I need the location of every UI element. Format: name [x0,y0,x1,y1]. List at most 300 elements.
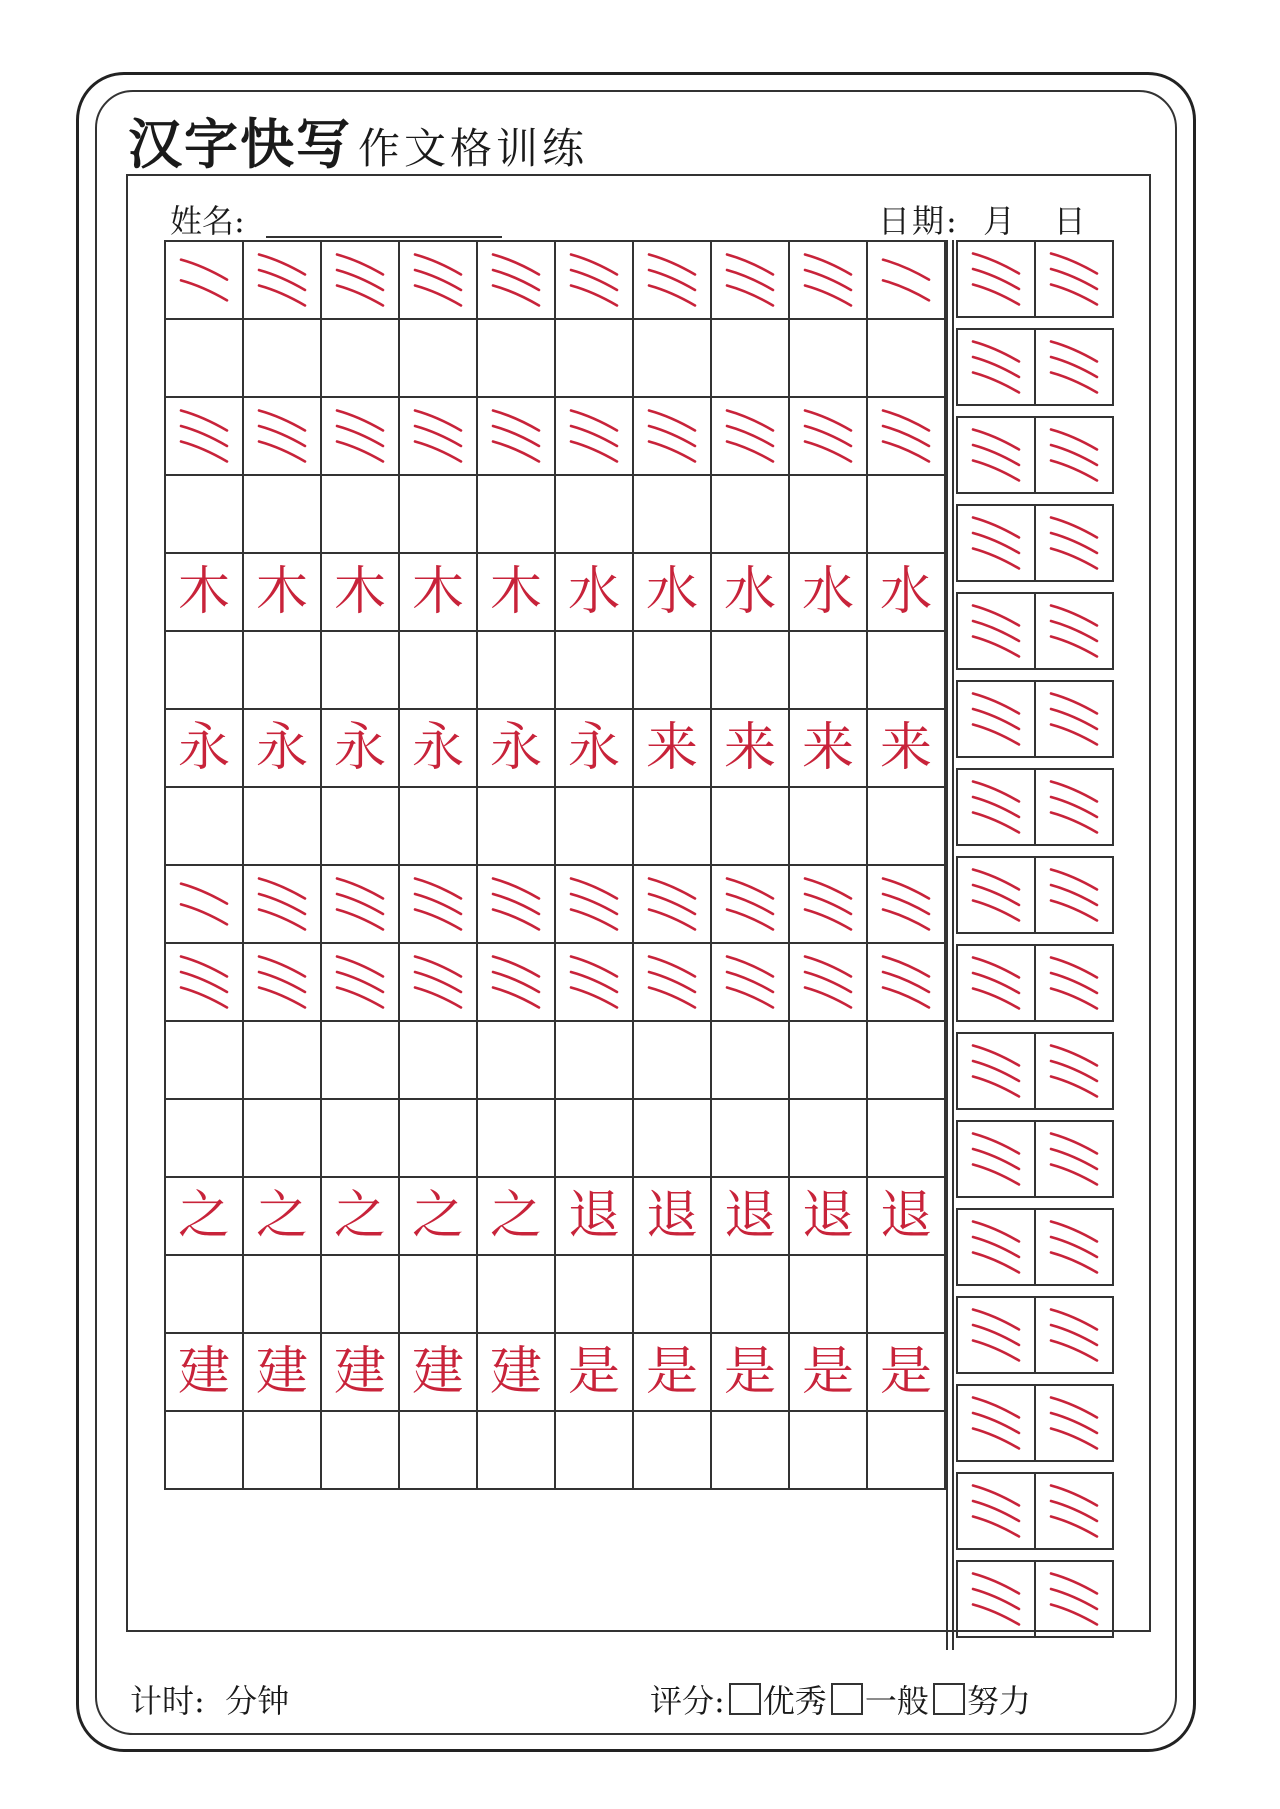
grid-cell[interactable] [634,1178,712,1254]
grid-cell[interactable] [166,1412,244,1488]
side-cell[interactable] [1036,1122,1112,1196]
grid-cell[interactable] [478,944,556,1020]
grid-cell[interactable] [322,1334,400,1410]
grid-cell[interactable] [166,1100,244,1176]
grid-cell[interactable] [712,788,790,864]
stroke-mark [563,249,625,311]
stroke-line [973,813,1019,833]
grid-cell[interactable] [634,944,712,1020]
stroke-line [727,442,773,462]
side-cell[interactable] [1036,418,1112,492]
stroke-line [259,988,305,1008]
grid-cell[interactable] [868,632,944,708]
stroke-line [1051,549,1097,569]
grid-cell[interactable] [166,1334,244,1410]
grid-cell[interactable] [166,788,244,864]
grid-cell[interactable] [166,476,244,552]
side-row [956,1120,1114,1198]
grid-cell[interactable] [712,632,790,708]
stroke-mark [719,951,781,1013]
stroke-line [1051,1077,1097,1097]
stroke-line [1051,637,1097,657]
grid-cell[interactable] [790,1100,868,1176]
grid-cell[interactable] [556,1412,634,1488]
grid-cell[interactable] [790,710,868,786]
side-cell[interactable] [1036,506,1112,580]
grid-cell[interactable] [244,398,322,474]
grid-row [164,552,946,632]
stroke-line [973,1429,1019,1449]
score-section [650,1676,1031,1722]
practice-character: 之 [333,1186,386,1246]
grid-cell[interactable] [556,1334,634,1410]
grid-cell[interactable] [712,320,790,396]
grid-cell[interactable] [790,320,868,396]
stroke-mark [407,951,469,1013]
side-cell[interactable] [958,1474,1036,1548]
stroke-line [883,988,929,1008]
grid-cell[interactable] [244,242,322,318]
stroke-line [493,988,539,1008]
grid-cell[interactable] [244,1256,322,1332]
practice-character: 退 [801,1186,854,1246]
stroke-mark [485,249,547,311]
grid-cell[interactable] [556,710,634,786]
grid-cell[interactable] [244,1022,322,1098]
grid-cell[interactable] [868,944,944,1020]
grid-cell[interactable] [400,554,478,630]
stroke-line [571,442,617,462]
score-checkbox-effort[interactable] [933,1683,965,1715]
grid-cell[interactable] [478,1256,556,1332]
grid-cell[interactable] [556,242,634,318]
side-cell[interactable] [958,1562,1036,1636]
grid-cell[interactable] [712,1256,790,1332]
grid-cell[interactable] [556,866,634,942]
grid-cell[interactable] [400,788,478,864]
stroke-line [337,910,383,930]
side-cell[interactable] [1036,330,1112,404]
stroke-line [1051,1341,1097,1361]
grid-cell[interactable] [400,1412,478,1488]
grid-cell[interactable] [790,242,868,318]
stroke-mark [965,424,1027,486]
practice-character: 水 [645,562,698,622]
side-cell[interactable] [1036,242,1112,316]
stroke-line [973,989,1019,1009]
grid-cell[interactable] [322,1100,400,1176]
side-cell[interactable] [958,1034,1036,1108]
practice-character: 来 [879,718,932,778]
side-row [956,1208,1114,1286]
practice-character: 建 [411,1342,464,1402]
stroke-mark [1043,512,1105,574]
grid-cell[interactable] [478,398,556,474]
side-cell[interactable] [958,418,1036,492]
grid-cell[interactable] [400,398,478,474]
grid-cell[interactable] [790,1412,868,1488]
practice-character: 木 [411,562,464,622]
grid-cell[interactable] [322,866,400,942]
grid-row [164,396,946,476]
side-cell[interactable] [958,506,1036,580]
grid-cell[interactable] [400,866,478,942]
stroke-mark [965,248,1027,310]
worksheet-title [128,102,588,179]
side-cell[interactable] [1036,1562,1112,1636]
grid-row [164,708,946,788]
grid-cell[interactable] [166,632,244,708]
grid-cell[interactable] [790,944,868,1020]
grid-cell[interactable] [478,242,556,318]
stroke-line [1051,461,1097,481]
stroke-line [1051,901,1097,921]
grid-cell[interactable] [712,1412,790,1488]
grid-cell[interactable] [478,554,556,630]
grid-cell[interactable] [244,944,322,1020]
grid-row [164,1410,946,1490]
grid-cell[interactable] [166,944,244,1020]
grid-cell[interactable] [790,1178,868,1254]
grid-cell[interactable] [244,1100,322,1176]
grid-cell[interactable] [244,710,322,786]
stroke-mark [1043,1568,1105,1630]
grid-cell[interactable] [322,788,400,864]
grid-cell[interactable] [322,242,400,318]
title-sub: 作文格训练 [358,124,589,173]
grid-cell[interactable] [634,320,712,396]
grid-cell[interactable] [790,788,868,864]
grid-cell[interactable] [634,710,712,786]
grid-row [164,1332,946,1412]
stroke-mark [719,249,781,311]
stroke-mark [965,1304,1027,1366]
grid-cell[interactable] [556,788,634,864]
grid-cell[interactable] [478,710,556,786]
grid-cell[interactable] [322,944,400,1020]
grid-cell[interactable] [712,476,790,552]
column-divider [946,240,954,1650]
grid-cell[interactable] [166,554,244,630]
grid-cell[interactable] [868,1100,944,1176]
side-cell[interactable] [1036,1386,1112,1460]
stroke-line [1051,989,1097,1009]
stroke-line [973,1605,1019,1625]
practice-character: 永 [489,718,542,778]
stroke-mark [875,873,937,935]
stroke-line [181,904,227,924]
stroke-mark [563,873,625,935]
stroke-mark [965,776,1027,838]
grid-cell[interactable] [244,554,322,630]
grid-cell[interactable] [166,242,244,318]
stroke-mark [173,873,235,935]
side-cell[interactable] [1036,1034,1112,1108]
practice-character: 建 [489,1342,542,1402]
practice-character: 来 [723,718,776,778]
grid-cell[interactable] [712,944,790,1020]
grid-cell[interactable] [868,398,944,474]
practice-character: 退 [879,1186,932,1246]
grid-cell[interactable] [790,476,868,552]
side-cell[interactable] [958,1298,1036,1372]
side-cell[interactable] [958,682,1036,756]
grid-cell[interactable] [556,554,634,630]
grid-cell[interactable] [478,788,556,864]
grid-cell[interactable] [634,554,712,630]
stroke-mark [797,873,859,935]
stroke-line [973,1165,1019,1185]
side-cell[interactable] [958,770,1036,844]
timer-section [130,1676,289,1722]
grid-cell[interactable] [556,944,634,1020]
grid-row [164,864,946,944]
grid-cell[interactable] [790,1022,868,1098]
grid-cell[interactable] [400,1022,478,1098]
side-row [956,1472,1114,1550]
grid-cell[interactable] [322,320,400,396]
grid-cell[interactable] [400,1178,478,1254]
grid-cell[interactable] [868,1412,944,1488]
grid-cell[interactable] [556,632,634,708]
side-cell[interactable] [1036,858,1112,932]
grid-cell[interactable] [868,476,944,552]
grid-cell[interactable] [322,632,400,708]
side-cell[interactable] [958,594,1036,668]
grid-cell[interactable] [400,242,478,318]
grid-cell[interactable] [868,788,944,864]
grid-cell[interactable] [322,1412,400,1488]
practice-character: 之 [255,1186,308,1246]
grid-cell[interactable] [556,1100,634,1176]
grid-cell[interactable] [166,320,244,396]
grid-cell[interactable] [166,866,244,942]
grid-cell[interactable] [244,866,322,942]
grid-cell[interactable] [244,1412,322,1488]
stroke-mark [1043,600,1105,662]
stroke-mark [719,873,781,935]
stroke-mark [965,1568,1027,1630]
grid-cell[interactable] [244,320,322,396]
side-stroke-grid [956,240,1114,1650]
grid-cell[interactable] [868,1022,944,1098]
side-cell[interactable] [958,1210,1036,1284]
grid-cell[interactable] [634,1100,712,1176]
grid-cell[interactable] [712,398,790,474]
grid-cell[interactable] [634,398,712,474]
grid-cell[interactable] [478,1178,556,1254]
grid-cell[interactable] [790,1256,868,1332]
month-label: 月 [983,202,1018,240]
side-cell[interactable] [958,242,1036,316]
side-cell[interactable] [958,1122,1036,1196]
stroke-line [1051,813,1097,833]
side-row [956,328,1114,406]
grid-cell[interactable] [478,1022,556,1098]
grid-cell[interactable] [712,1100,790,1176]
stroke-mark [965,336,1027,398]
grid-cell[interactable] [556,398,634,474]
grid-cell[interactable] [634,788,712,864]
grid-cell[interactable] [166,1022,244,1098]
grid-cell[interactable] [868,1178,944,1254]
grid-cell[interactable] [400,710,478,786]
side-cell[interactable] [958,946,1036,1020]
stroke-mark [965,1216,1027,1278]
grid-cell[interactable] [556,1256,634,1332]
grid-cell[interactable] [244,632,322,708]
stroke-line [1051,373,1097,393]
grid-cell[interactable] [790,1334,868,1410]
grid-cell[interactable] [400,1334,478,1410]
grid-cell[interactable] [400,1100,478,1176]
stroke-line [181,280,227,300]
grid-cell[interactable] [322,554,400,630]
stroke-line [259,910,305,930]
stroke-mark [965,688,1027,750]
grid-cell[interactable] [478,320,556,396]
grid-cell[interactable] [868,1334,944,1410]
practice-character: 是 [645,1342,698,1402]
grid-cell[interactable] [478,1100,556,1176]
stroke-mark [1043,1304,1105,1366]
side-cell[interactable] [1036,770,1112,844]
stroke-line [973,637,1019,657]
grid-cell[interactable] [712,1334,790,1410]
grid-cell[interactable] [868,554,944,630]
stroke-mark [173,951,235,1013]
stroke-line [181,442,227,462]
grid-cell[interactable] [322,476,400,552]
side-cell[interactable] [958,330,1036,404]
side-cell[interactable] [1036,594,1112,668]
stroke-line [727,286,773,306]
side-cell[interactable] [958,858,1036,932]
grid-cell[interactable] [868,866,944,942]
grid-cell[interactable] [244,1334,322,1410]
grid-cell[interactable] [322,398,400,474]
grid-cell[interactable] [478,632,556,708]
grid-cell[interactable] [478,476,556,552]
stroke-mark [965,1480,1027,1542]
side-cell[interactable] [1036,1298,1112,1372]
grid-cell[interactable] [322,710,400,786]
stroke-mark [329,405,391,467]
grid-cell[interactable] [478,866,556,942]
grid-cell[interactable] [712,710,790,786]
grid-cell[interactable] [166,398,244,474]
grid-cell[interactable] [166,1256,244,1332]
grid-cell[interactable] [244,788,322,864]
grid-cell[interactable] [556,1022,634,1098]
stroke-mark [797,951,859,1013]
grid-row [164,240,946,320]
stroke-mark [797,405,859,467]
grid-cell[interactable] [868,242,944,318]
stroke-mark [1043,864,1105,926]
stroke-mark [965,600,1027,662]
stroke-mark [1043,776,1105,838]
grid-cell[interactable] [166,710,244,786]
grid-cell[interactable] [634,1334,712,1410]
grid-cell[interactable] [322,1022,400,1098]
practice-character: 水 [879,562,932,622]
stroke-line [181,988,227,1008]
grid-cell[interactable] [634,632,712,708]
grid-cell[interactable] [712,554,790,630]
grid-row [164,318,946,398]
grid-cell[interactable] [790,554,868,630]
stroke-line [805,910,851,930]
side-cell[interactable] [1036,682,1112,756]
grid-cell[interactable] [244,1178,322,1254]
grid-cell[interactable] [712,1178,790,1254]
grid-cell[interactable] [556,476,634,552]
stroke-mark [563,951,625,1013]
side-cell[interactable] [1036,1474,1112,1548]
grid-cell[interactable] [712,1022,790,1098]
grid-cell[interactable] [322,1178,400,1254]
practice-character: 是 [879,1342,932,1402]
side-cell[interactable] [1036,1210,1112,1284]
stroke-line [973,1517,1019,1537]
stroke-line [973,373,1019,393]
grid-cell[interactable] [400,632,478,708]
stroke-line [493,442,539,462]
grid-cell[interactable] [634,866,712,942]
grid-cell[interactable] [790,398,868,474]
grid-cell[interactable] [634,242,712,318]
grid-cell[interactable] [478,1334,556,1410]
grid-cell[interactable] [634,476,712,552]
practice-character: 水 [567,562,620,622]
grid-cell[interactable] [634,1256,712,1332]
grid-cell[interactable] [712,866,790,942]
grid-cell[interactable] [478,1412,556,1488]
grid-cell[interactable] [166,1178,244,1254]
grid-cell[interactable] [400,476,478,552]
grid-cell[interactable] [400,320,478,396]
grid-cell[interactable] [322,1256,400,1332]
grid-cell[interactable] [790,866,868,942]
grid-cell[interactable] [400,944,478,1020]
grid-cell[interactable] [634,1412,712,1488]
grid-cell[interactable] [244,476,322,552]
stroke-mark [1043,688,1105,750]
grid-cell[interactable] [556,1178,634,1254]
grid-cell[interactable] [868,320,944,396]
day-label: 日 [1053,202,1088,240]
grid-cell[interactable] [556,320,634,396]
grid-cell[interactable] [634,1022,712,1098]
name-field[interactable] [266,236,502,238]
grid-cell[interactable] [868,710,944,786]
score-checkbox-average[interactable] [831,1683,863,1715]
stroke-line [259,286,305,306]
grid-cell[interactable] [868,1256,944,1332]
side-cell[interactable] [1036,946,1112,1020]
grid-cell[interactable] [712,242,790,318]
score-checkbox-excellent[interactable] [729,1683,761,1715]
name-label: 姓名: [170,202,245,240]
grid-cell[interactable] [400,1256,478,1332]
grid-cell[interactable] [790,632,868,708]
stroke-mark [407,249,469,311]
stroke-mark [329,249,391,311]
grid-row [164,1176,946,1256]
stroke-mark [965,1128,1027,1190]
side-cell[interactable] [958,1386,1036,1460]
